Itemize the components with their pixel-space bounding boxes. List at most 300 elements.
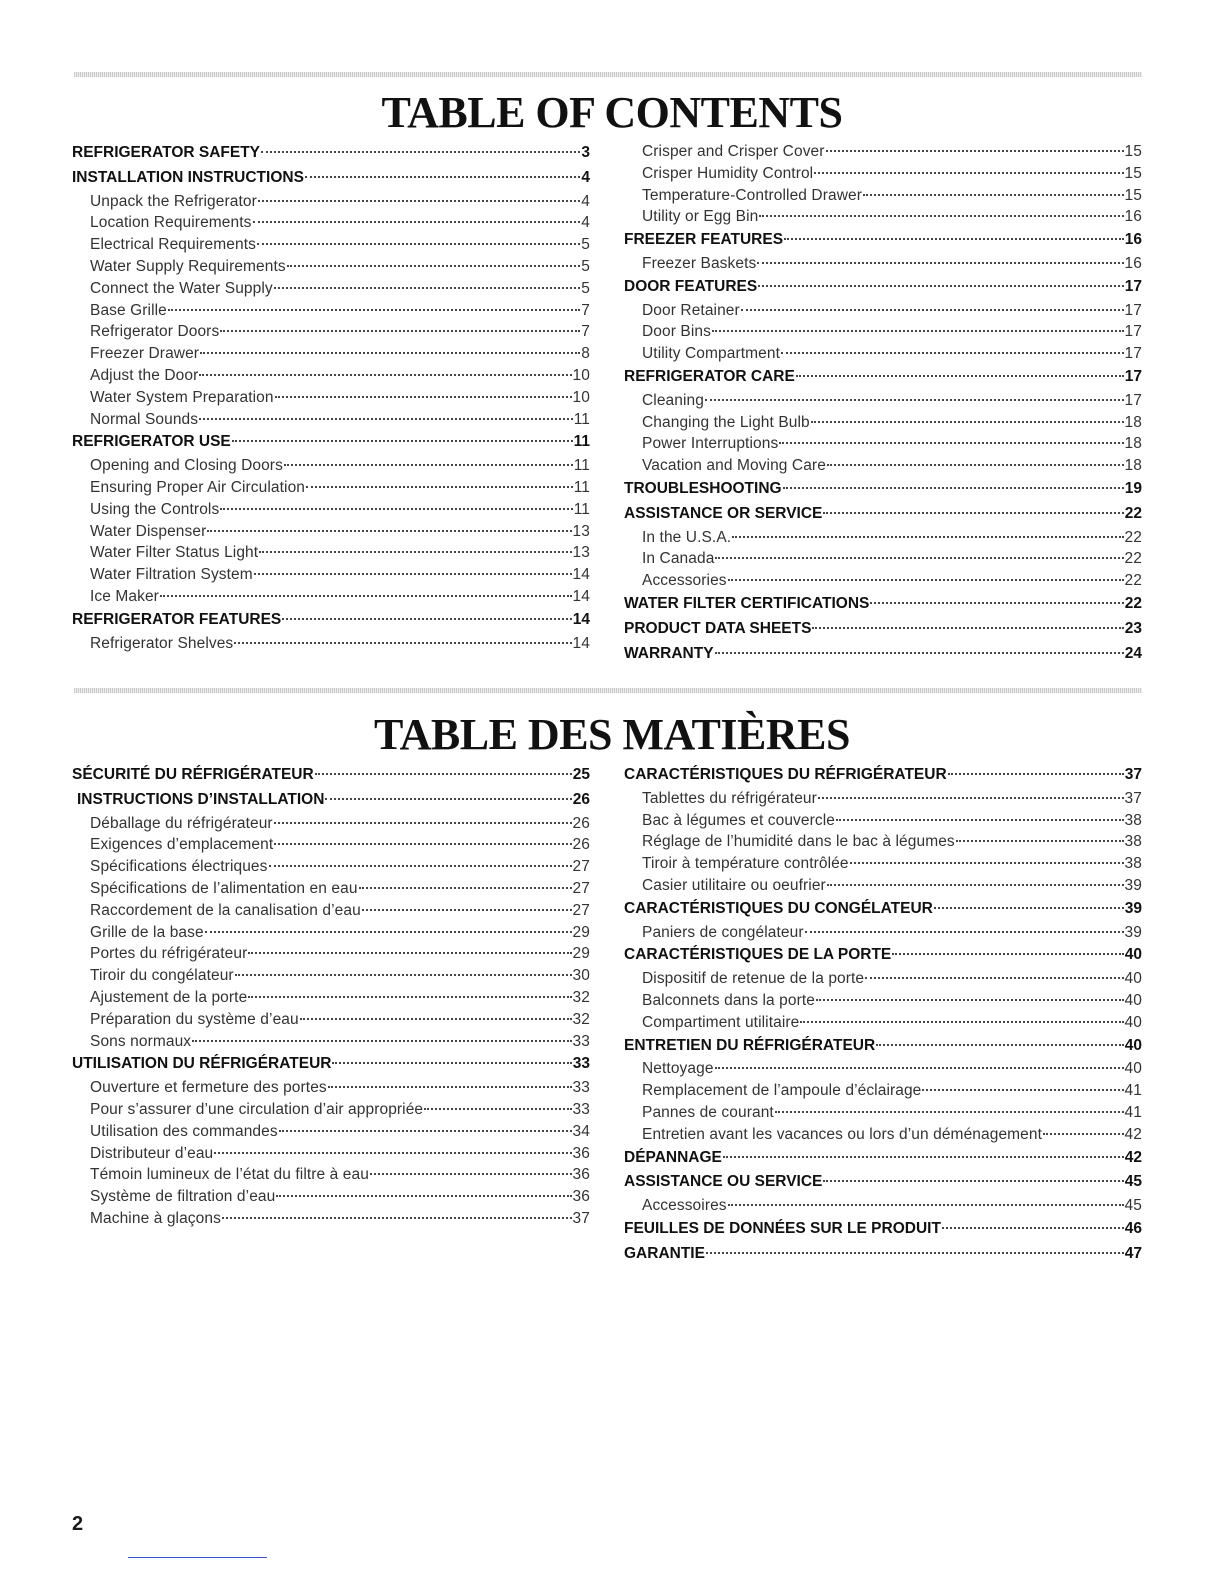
toc-entry-page: 5 <box>581 257 590 275</box>
dot-leader <box>275 396 572 398</box>
toc-entry-page: 4 <box>581 214 590 232</box>
toc-entry-page: 11 <box>573 478 590 496</box>
toc-entry-label: INSTRUCTIONS D’INSTALLATION <box>77 790 325 808</box>
toc-title-fr: TABLE DES MATIÈRES <box>374 710 850 759</box>
toc-subentry[interactable] <box>72 813 590 835</box>
toc-entry-label: Pour s’assurer d’une circulation d’air appropriée <box>90 1100 424 1118</box>
dot-leader <box>257 243 580 245</box>
toc-subentry[interactable] <box>624 853 1142 875</box>
dot-leader <box>328 1086 572 1088</box>
toc-entry-label: Distributeur d’eau <box>90 1144 214 1162</box>
toc-entry-label: Location Requirements <box>90 214 252 232</box>
toc-entry-label: UTILISATION DU RÉFRIGÉRATEUR <box>72 1055 332 1073</box>
toc-entry-page: 46 <box>1124 1219 1142 1237</box>
toc-entry-label: Paniers de congélateur <box>642 923 804 941</box>
toc-subentry[interactable] <box>624 990 1142 1012</box>
toc-subentry[interactable] <box>72 878 590 900</box>
toc-entry-label: Ajustement de la porte <box>90 988 248 1006</box>
toc-subentry[interactable] <box>72 900 590 922</box>
toc-entry-page: 41 <box>1124 1103 1142 1121</box>
toc-entry-page: 41 <box>1124 1082 1142 1100</box>
toc-subentry[interactable] <box>72 1009 590 1031</box>
dot-leader <box>876 1044 1124 1046</box>
toc-entry-page: 15 <box>1124 164 1142 182</box>
toc-entry-label: CARACTÉRISTIQUES DE LA PORTE <box>624 946 892 964</box>
toc-entry-label: Bac à légumes et couvercle <box>642 811 836 829</box>
toc-entry-page: 18 <box>1124 457 1142 475</box>
toc-section-entry[interactable] <box>624 228 1142 253</box>
top-divider <box>74 72 1142 77</box>
toc-entry-page: 19 <box>1124 479 1142 497</box>
toc-entry-page: 10 <box>572 388 590 406</box>
toc-entry-label: Refrigerator Doors <box>90 323 220 341</box>
toc-entry-page: 40 <box>1124 1060 1142 1078</box>
toc-entry-label: SÉCURITÉ DU RÉFRIGÉRATEUR <box>72 766 314 783</box>
toc-subentry[interactable] <box>72 212 590 234</box>
toc-entry-label: REFRIGERATOR CARE <box>624 367 795 385</box>
toc-entry-page: 16 <box>1124 231 1142 249</box>
toc-entry-page: 38 <box>1124 811 1142 829</box>
toc-section-entry[interactable] <box>72 430 590 455</box>
toc-entry-label: Tablettes du réfrigérateur <box>642 789 817 807</box>
toc-entry-page: 11 <box>573 433 590 451</box>
toc-subentry[interactable] <box>624 412 1142 434</box>
toc-subentry[interactable] <box>72 633 590 655</box>
toc-section-entry[interactable] <box>72 763 590 788</box>
toc-entry-label: DÉPANNAGE <box>624 1148 722 1166</box>
toc-entry-label: TROUBLESHOOTING <box>624 479 782 497</box>
toc-subentry[interactable] <box>624 968 1142 990</box>
dot-leader <box>863 194 1124 196</box>
toc-entry-page: 27 <box>572 901 590 919</box>
dot-leader <box>1043 1133 1124 1135</box>
toc-entry-label: Réglage de l’humidité dans le bac à légumes <box>642 833 955 851</box>
toc-entry-page: 8 <box>581 345 590 363</box>
toc-section-entry[interactable] <box>624 365 1142 390</box>
toc-subentry[interactable] <box>72 455 590 477</box>
toc-section-entry[interactable] <box>72 141 590 166</box>
toc-entry-label: WATER FILTER CERTIFICATIONS <box>624 594 870 612</box>
toc-subentry[interactable] <box>624 300 1142 322</box>
toc-section-entry[interactable] <box>624 763 1142 788</box>
toc-subentry[interactable] <box>624 141 1142 163</box>
toc-fr-left-column <box>72 763 590 1230</box>
dot-leader <box>300 1018 572 1020</box>
dot-leader <box>759 215 1123 217</box>
toc-entry-label: Dispositif de retenue de la porte <box>642 970 865 988</box>
toc-entry-page: 40 <box>1124 970 1142 988</box>
toc-entry-page: 7 <box>581 323 590 341</box>
toc-entry-page: 47 <box>1124 1244 1142 1262</box>
toc-entry-label: FEUILLES DE DONNÉES SUR LE PRODUIT <box>624 1219 941 1237</box>
toc-subentry[interactable] <box>624 433 1142 455</box>
toc-entry-label: Utility or Egg Bin <box>642 208 759 226</box>
toc-subentry[interactable] <box>72 477 590 499</box>
toc-fr-right-column <box>624 763 1142 1267</box>
toc-entry-page: 14 <box>572 610 590 628</box>
toc-entry-page: 38 <box>1124 855 1142 873</box>
dot-leader <box>892 953 1124 955</box>
dot-leader <box>207 530 571 532</box>
dot-leader <box>234 642 571 644</box>
toc-subentry[interactable] <box>72 987 590 1009</box>
dot-leader <box>706 1252 1124 1254</box>
toc-entry-label: Power Interruptions <box>642 435 779 453</box>
toc-entry-label: Utilisation des commandes <box>90 1122 278 1140</box>
toc-subentry[interactable] <box>72 278 590 300</box>
toc-section-entry[interactable] <box>624 275 1142 300</box>
toc-entry-label: Door Bins <box>642 323 711 341</box>
toc-entry-label: Opening and Closing Doors <box>90 457 283 475</box>
toc-subentry[interactable] <box>624 570 1142 592</box>
toc-entry-page: 3 <box>581 144 590 161</box>
toc-entry-label: Exigences d’emplacement <box>90 836 274 854</box>
toc-subentry[interactable] <box>72 300 590 322</box>
toc-subentry[interactable] <box>624 831 1142 853</box>
toc-entry-label: In Canada <box>642 550 715 568</box>
dot-leader <box>160 595 572 597</box>
dot-leader <box>823 1180 1123 1182</box>
toc-subentry[interactable] <box>624 185 1142 207</box>
toc-title-en: TABLE OF CONTENTS <box>381 88 843 137</box>
footer-link-underline <box>128 1557 267 1558</box>
toc-section-entry[interactable] <box>624 617 1142 642</box>
toc-entry-page: 33 <box>572 1032 590 1050</box>
toc-en-left-column <box>72 141 590 654</box>
toc-entry-label: Tiroir du congélateur <box>90 967 234 985</box>
toc-entry-label: Tiroir à température contrôlée <box>642 855 849 873</box>
dot-leader <box>796 375 1124 377</box>
toc-entry-page: 37 <box>572 1209 590 1227</box>
toc-entry-page: 24 <box>1124 644 1142 662</box>
toc-entry-page: 14 <box>572 634 590 652</box>
toc-section-entry[interactable] <box>72 166 590 191</box>
dot-leader <box>942 1227 1124 1229</box>
toc-entry-label: Spécifications de l’alimentation en eau <box>90 879 358 897</box>
dot-leader <box>850 862 1124 864</box>
dot-leader <box>728 1204 1124 1206</box>
toc-entry-page: 11 <box>573 410 590 428</box>
toc-entry-label: Ice Maker <box>90 587 159 605</box>
toc-subentry[interactable] <box>72 1208 590 1230</box>
toc-subentry[interactable] <box>624 1080 1142 1102</box>
dot-leader <box>781 352 1124 354</box>
toc-entry-page: 15 <box>1124 186 1142 204</box>
toc-entry-label: Crisper and Crisper Cover <box>642 143 825 160</box>
toc-subentry[interactable] <box>72 191 590 213</box>
toc-entry-label: Water Filtration System <box>90 566 253 584</box>
toc-subentry[interactable] <box>624 1124 1142 1146</box>
dot-leader <box>199 374 571 376</box>
toc-entry-page: 22 <box>1124 572 1142 590</box>
dot-leader <box>741 309 1124 311</box>
toc-entry-label: Raccordement de la canalisation d’eau <box>90 901 361 919</box>
toc-entry-label: Nettoyage <box>642 1060 714 1078</box>
toc-entry-label: Ensuring Proper Air Circulation <box>90 478 306 496</box>
toc-entry-page: 27 <box>572 858 590 876</box>
toc-entry-label: Grille de la base <box>90 923 204 941</box>
toc-entry-label: Electrical Requirements <box>90 236 256 254</box>
toc-entry-label: Using the Controls <box>90 500 220 518</box>
toc-entry-label: Balconnets dans la porte <box>642 991 816 1009</box>
dot-leader <box>784 238 1124 240</box>
toc-entry-page: 17 <box>1124 277 1142 295</box>
dot-leader <box>261 151 580 153</box>
toc-entry-page: 22 <box>1124 504 1142 522</box>
toc-entry-page: 25 <box>572 766 590 783</box>
toc-subentry[interactable] <box>72 343 590 365</box>
toc-entry-page: 10 <box>572 366 590 384</box>
dot-leader <box>253 221 581 223</box>
dot-leader <box>220 330 580 332</box>
toc-subentry[interactable] <box>72 1164 590 1186</box>
dot-leader <box>836 819 1124 821</box>
toc-entry-label: Accessoires <box>642 1197 727 1215</box>
toc-entry-page: 18 <box>1124 413 1142 431</box>
dot-leader <box>757 262 1123 264</box>
toc-subentry[interactable] <box>72 321 590 343</box>
dot-leader <box>723 1156 1124 1158</box>
dot-leader <box>758 285 1124 287</box>
toc-entry-page: 30 <box>572 967 590 985</box>
toc-section-entry[interactable] <box>624 1034 1142 1059</box>
toc-subentry[interactable] <box>72 1121 590 1143</box>
toc-entry-page: 39 <box>1124 876 1142 894</box>
page-number: 2 <box>72 1513 84 1535</box>
toc-entry-page: 40 <box>1124 946 1142 964</box>
toc-entry-label: ASSISTANCE OU SERVICE <box>624 1173 823 1191</box>
toc-entry-page: 33 <box>572 1100 590 1118</box>
toc-subentry[interactable] <box>624 875 1142 897</box>
toc-entry-page: 40 <box>1124 1013 1142 1031</box>
toc-entry-label: Casier utilitaire ou oeufrier <box>642 876 826 894</box>
dot-leader <box>214 1152 571 1154</box>
dot-leader <box>827 464 1124 466</box>
toc-subentry[interactable] <box>72 1077 590 1099</box>
dot-leader <box>254 573 572 575</box>
toc-entry-label: REFRIGERATOR FEATURES <box>72 610 282 628</box>
dot-leader <box>934 907 1124 909</box>
dot-leader <box>805 931 1124 933</box>
toc-entry-label: Water Dispenser <box>90 522 207 540</box>
toc-entry-label: GARANTIE <box>624 1244 705 1262</box>
toc-entry-label: Compartiment utilitaire <box>642 1013 800 1031</box>
dot-leader <box>728 579 1124 581</box>
toc-entry-label: Pannes de courant <box>642 1103 774 1121</box>
toc-section-entry[interactable] <box>624 502 1142 527</box>
toc-section-entry[interactable] <box>624 897 1142 922</box>
toc-entry-label: CARACTÉRISTIQUES DU RÉFRIGÉRATEUR <box>624 766 947 783</box>
toc-entry-page: 32 <box>572 1010 590 1028</box>
toc-section-entry[interactable] <box>624 1242 1142 1267</box>
toc-subentry[interactable] <box>72 1031 590 1053</box>
toc-entry-label: Freezer Baskets <box>642 254 757 272</box>
dot-leader <box>276 1195 571 1197</box>
toc-entry-label: Remplacement de l’ampoule d’éclairage <box>642 1082 922 1100</box>
dot-leader <box>712 330 1124 332</box>
toc-entry-page: 17 <box>1124 323 1142 341</box>
toc-entry-label: Connect the Water Supply <box>90 279 273 297</box>
toc-subentry[interactable] <box>72 922 590 944</box>
toc-subentry[interactable] <box>624 343 1142 365</box>
toc-entry-label: CARACTÉRISTIQUES DU CONGÉLATEUR <box>624 899 933 917</box>
toc-entry-label: PRODUCT DATA SHEETS <box>624 619 812 637</box>
dot-leader <box>168 309 580 311</box>
toc-subentry[interactable] <box>624 163 1142 185</box>
toc-section-entry[interactable] <box>624 1146 1142 1171</box>
toc-subentry[interactable] <box>624 321 1142 343</box>
toc-entry-label: Unpack the Refrigerator <box>90 192 257 210</box>
toc-subentry[interactable] <box>72 409 590 431</box>
toc-entry-page: 39 <box>1124 899 1142 917</box>
toc-section-entry[interactable] <box>72 788 590 813</box>
toc-entry-page: 14 <box>572 587 590 605</box>
dot-leader <box>269 865 572 867</box>
toc-entry-page: 26 <box>572 814 590 832</box>
dot-leader <box>811 421 1124 423</box>
toc-subentry[interactable] <box>624 548 1142 570</box>
toc-entry-page: 26 <box>572 836 590 854</box>
toc-subentry[interactable] <box>72 387 590 409</box>
toc-entry-page: 17 <box>1124 301 1142 319</box>
toc-entry-label: In the U.S.A. <box>642 528 732 546</box>
toc-section-entry[interactable] <box>624 943 1142 968</box>
toc-entry-label: Sons normaux <box>90 1032 192 1050</box>
toc-section-entry[interactable] <box>624 1170 1142 1195</box>
dot-leader <box>282 618 571 620</box>
toc-entry-label: Crisper Humidity Control <box>642 164 814 182</box>
toc-entry-label: REFRIGERATOR SAFETY <box>72 144 261 161</box>
toc-subentry[interactable] <box>624 253 1142 275</box>
toc-entry-label: Machine à glaçons <box>90 1209 221 1227</box>
toc-entry-page: 16 <box>1124 208 1142 226</box>
toc-subentry[interactable] <box>72 499 590 521</box>
toc-subentry[interactable] <box>72 564 590 586</box>
toc-entry-page: 42 <box>1124 1125 1142 1143</box>
toc-entry-page: 22 <box>1124 528 1142 546</box>
toc-entry-label: Déballage du réfrigérateur <box>90 814 273 832</box>
toc-subentry[interactable] <box>72 1099 590 1121</box>
toc-subentry[interactable] <box>624 1195 1142 1217</box>
toc-entry-page: 38 <box>1124 833 1142 851</box>
toc-entry-page: 7 <box>581 301 590 319</box>
toc-entry-label: Entretien avant les vacances ou lors d’un déménagement <box>642 1125 1043 1143</box>
toc-en-right-column <box>624 141 1142 666</box>
dot-leader <box>827 884 1124 886</box>
toc-subentry[interactable] <box>72 586 590 608</box>
toc-entry-page: 23 <box>1124 619 1142 637</box>
toc-subentry[interactable] <box>624 206 1142 228</box>
toc-entry-label: Refrigerator Shelves <box>90 634 234 652</box>
toc-entry-label: WARRANTY <box>624 644 714 662</box>
dot-leader <box>818 797 1124 799</box>
dot-leader <box>715 557 1123 559</box>
dot-leader <box>287 265 581 267</box>
toc-section-entry[interactable] <box>72 1052 590 1077</box>
dot-leader <box>248 996 571 998</box>
toc-subentry[interactable] <box>624 527 1142 549</box>
toc-entry-page: 15 <box>1124 143 1142 160</box>
toc-section-entry[interactable] <box>72 608 590 633</box>
toc-entry-page: 13 <box>572 544 590 562</box>
toc-subentry[interactable] <box>72 834 590 856</box>
toc-entry-page: 40 <box>1124 991 1142 1009</box>
toc-entry-label: ASSISTANCE OR SERVICE <box>624 504 823 522</box>
toc-entry-label: Système de filtration d’eau <box>90 1188 276 1206</box>
toc-subentry[interactable] <box>72 1143 590 1165</box>
dot-leader <box>222 1217 572 1219</box>
toc-section-entry[interactable] <box>624 592 1142 617</box>
toc-entry-label: Spécifications électriques <box>90 858 268 876</box>
toc-entry-label: Water Filter Status Light <box>90 544 259 562</box>
toc-entry-label: Temperature-Controlled Drawer <box>642 186 862 204</box>
toc-subentry[interactable] <box>72 256 590 278</box>
toc-entry-label: Accessories <box>642 572 727 590</box>
toc-subentry[interactable] <box>624 922 1142 944</box>
toc-subentry[interactable] <box>72 365 590 387</box>
dot-leader <box>248 952 571 954</box>
dot-leader <box>306 486 573 488</box>
dot-leader <box>235 974 572 976</box>
dot-leader <box>715 652 1124 654</box>
toc-entry-page: 42 <box>1124 1148 1142 1166</box>
toc-entry-page: 33 <box>572 1079 590 1097</box>
toc-subentry[interactable] <box>72 965 590 987</box>
toc-entry-page: 36 <box>572 1188 590 1206</box>
toc-subentry[interactable] <box>624 1058 1142 1080</box>
toc-entry-page: 4 <box>581 168 590 186</box>
toc-entry-label: REFRIGERATOR USE <box>72 433 231 451</box>
dot-leader <box>205 931 572 933</box>
toc-subentry[interactable] <box>624 810 1142 832</box>
dot-leader <box>956 840 1124 842</box>
toc-subentry[interactable] <box>72 943 590 965</box>
toc-entry-page: 5 <box>581 279 590 297</box>
toc-subentry[interactable] <box>72 856 590 878</box>
toc-entry-page: 45 <box>1124 1197 1142 1215</box>
toc-subentry[interactable] <box>624 1102 1142 1124</box>
toc-section-entry[interactable] <box>624 1217 1142 1242</box>
toc-subentry[interactable] <box>72 234 590 256</box>
dot-leader <box>424 1108 571 1110</box>
toc-entry-page: 37 <box>1124 766 1142 783</box>
toc-subentry[interactable] <box>72 521 590 543</box>
toc-entry-label: Témoin lumineux de l’état du filtre à eau <box>90 1166 369 1184</box>
toc-subentry[interactable] <box>72 1186 590 1208</box>
toc-entry-page: 18 <box>1124 435 1142 453</box>
toc-section-entry[interactable] <box>624 477 1142 502</box>
toc-entry-page: 29 <box>572 923 590 941</box>
toc-section-entry[interactable] <box>624 642 1142 667</box>
dot-leader <box>199 418 573 420</box>
toc-subentry[interactable] <box>624 1012 1142 1034</box>
toc-subentry[interactable] <box>72 542 590 564</box>
toc-subentry[interactable] <box>624 455 1142 477</box>
dot-leader <box>232 440 573 442</box>
toc-entry-page: 11 <box>573 500 590 518</box>
toc-entry-label: Door Retainer <box>642 301 740 319</box>
dot-leader <box>370 1173 572 1175</box>
toc-entry-page: 40 <box>1124 1036 1142 1054</box>
dot-leader <box>274 287 581 289</box>
toc-entry-page: 36 <box>572 1144 590 1162</box>
toc-entry-page: 13 <box>572 522 590 540</box>
dot-leader <box>220 508 572 510</box>
toc-subentry[interactable] <box>624 788 1142 810</box>
toc-subentry[interactable] <box>624 390 1142 412</box>
dot-leader <box>732 536 1123 538</box>
dot-leader <box>259 551 571 553</box>
